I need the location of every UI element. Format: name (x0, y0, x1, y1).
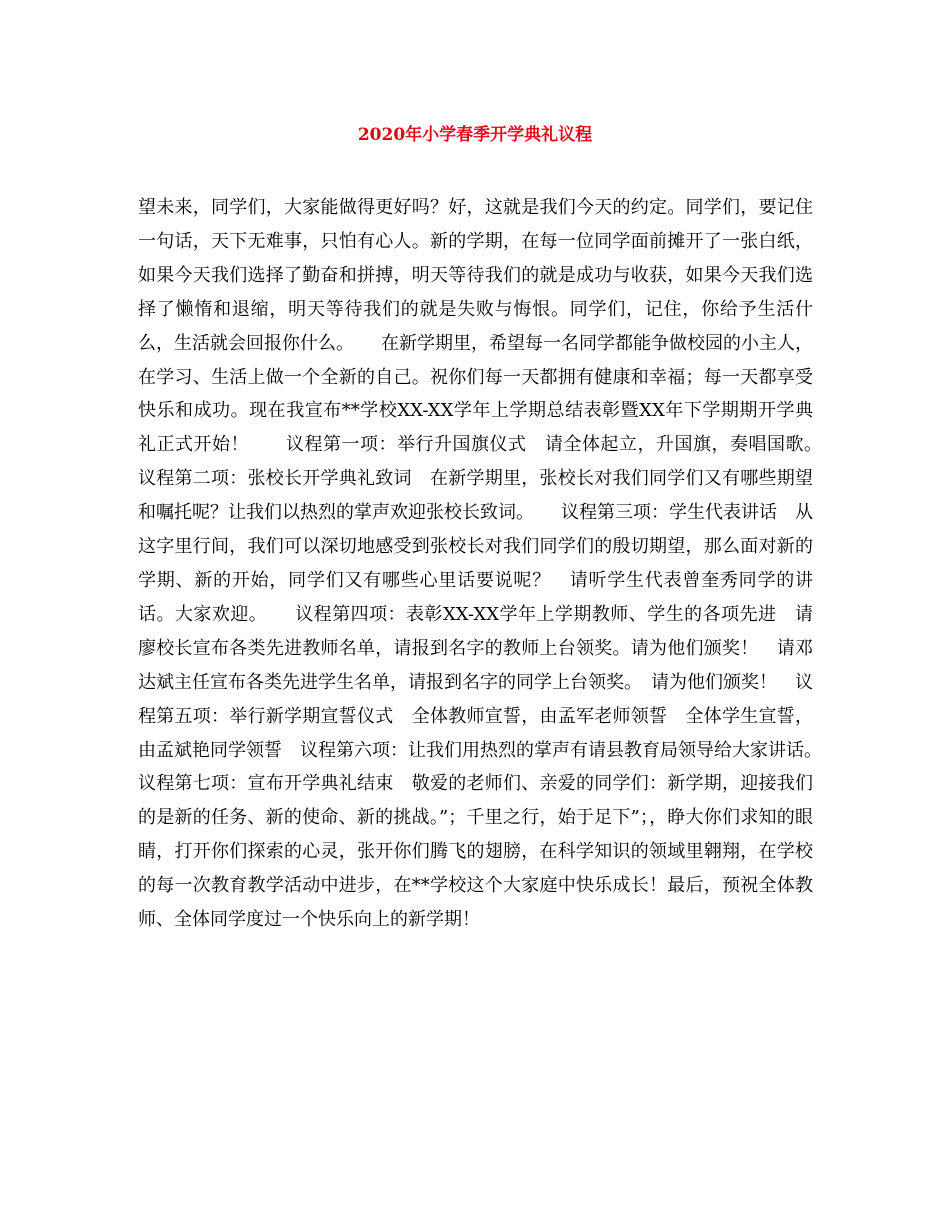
document-title: 2020年小学春季开学典礼议程 (357, 125, 593, 145)
document-body-paragraph: 望未来，同学们，大家能做得更好吗？好，这就是我们今天的约定。同学们，要记住一句话，天下无难事，只怕有心人。新的学期，在每一位同学面前摊开了一张白纸，如果今天我们选择了勤奋和拼搏，明天等待我们的就是成功与收获，如果今天我们选择了懒惰和退缩，明天等待我们的就是失败与悔恨。同学们，记住，你给予生活什么，生活就会回报你什么。 在新学期里，希望每一名同学都能争做校园的小主人，在学习、生活上做一个全新的自己。祝你们每一天都拥有健康和幸福；每一天都享受快乐和成功。现在我宣布**学校XX-XX学年上学期总结表彰暨XX年下学期期开学典礼正式开始！ 议程第一项：举行升国旗仪式 请全体起立，升国旗，奏唱国歌。 议程第二项：张校长开学典礼致词 在新学期里，张校长对我们同学们又有哪些期望和嘱托呢？让我们以热烈的掌声欢迎张校长致词。 议程第三项：学生代表讲话 从这字里行间，我们可以深切地感受到张校长对我们同学们的殷切期望，那么面对新的学期、新的开始，同学们又有哪些心里话要说呢？ 请听学生代表曾奎秀同学的讲话。大家欢迎。 议程第四项：表彰XX-XX学年上学期教师、学生的各项先进 请廖校长宣布各类先进教师名单，请报到名字的教师上台领奖。请为他们颁奖！ 请邓达斌主任宣布各类先进学生名单，请报到名字的同学上台领奖。 请为他们颁奖！ 议程第五项：举行新学期宣誓仪式 全体教师宣誓，由孟军老师领誓 全体学生宣誓，由孟斌艳同学领誓 议程第六项：让我们用热烈的掌声有请县教育局领导给大家讲话。 议程第七项：宣布开学典礼结束 敬爱的老师们、亲爱的同学们：新学期，迎接我们的是新的任务、新的使命、新的挑战。”；千里之行，始于足下”；，睁大你们求知的眼睛，打开你们探索的心灵，张开你们腾飞的翅膀，在科学知识的领域里翱翔，在学校的每一次教育教学活动中进步，在**学校这个大家庭中快乐成长！最后，预祝全体教师、全体同学度过一个快乐向上的新学期！ (138, 197, 849, 931)
